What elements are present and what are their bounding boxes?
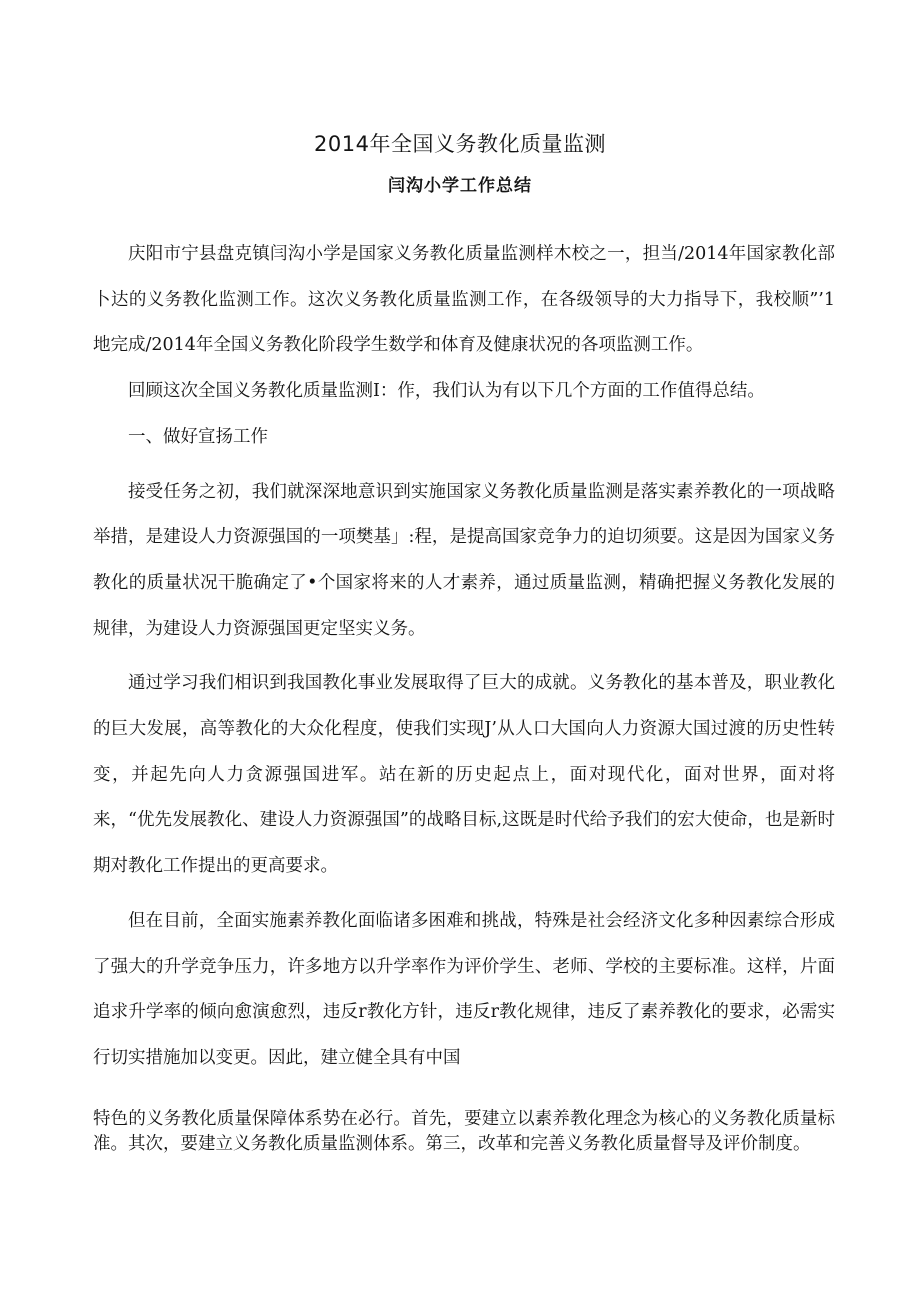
paragraph-task: 接受任务之初，我们就深深地意识到实施国家义务教化质量监测是落实素养教化的一项战略举措，是建设人力资源强国的一项樊基」:程，是提高国家竞争力的迫切须要。这是因为国家义务教化的质量状况干脆确定了•个国家将来的人才素养，通过质量监测，精确把握义务教化发展的规律，为建设人力资源强国更定坚实义务。 [93, 481, 835, 639]
paragraph-intro: 庆阳市宁县盘克镇闫沟小学是国家义务教化质量监测样木校之一，担当/2014年国家教化部卜达的义务教化监测工作。这次义务教化质量监测工作，在各级领导的大力指导下，我校顺”’1地完成/2014年全国义务教化阶段学生数学和体育及健康状况的各项监测工作。 [93, 244, 835, 356]
paragraph-learning: 通过学习我们相识到我国教化事业发展取得了巨大的成就。义务教化的基本普及，职业教化的巨大发展，高等教化的大众化程度，使我们实现J’从人口大国向人力资源大国过渡的历史性转变，并起先向人力贪源强国进军。站在新的历史起点上，面对现代化，面对世界，面对将来，“优先发展教化、建设人力资源强国”的战略目标,这既是时代给予我们的宏大使命，也是新时期对教化工作提出的更高要求。 [93, 673, 835, 877]
document-body [93, 232, 835, 1082]
paragraph-continuation: 特色的义务教化质量保障体系势在必行。首先，要建立以素养教化理念为核心的义务教化质量标准。其次，要建立义务教化质量监测体系。第三，改革和完善义务教化质量督导及评价制度。 [93, 1109, 835, 1154]
document-title: 2014年全国义务教化质量监测 [314, 132, 606, 156]
paragraph-review: 回顾这次全国义务教化质量监测I：作，我们认为有以下几个方面的工作值得总结。 [128, 381, 765, 402]
paragraph-challenges: 但在目前，全面实施素养教化面临诸多困难和挑战，特殊是社会经济文化多种因素综合形成了强大的升学竞争压力，许多地方以升学率作为评价学生、老师、学校的主要标准。这样，片面追求升学率的倾向愈演愈烈，违反r教化方针，违反r教化规律，违反了素养教化的要求，必需实行切实措施加以变更。因此，建立健全具有中国 [93, 910, 835, 1068]
document-subtitle: 闫沟小学工作总结 [388, 176, 532, 196]
section-heading-publicity: 一、做好宣扬工作 [128, 426, 268, 447]
